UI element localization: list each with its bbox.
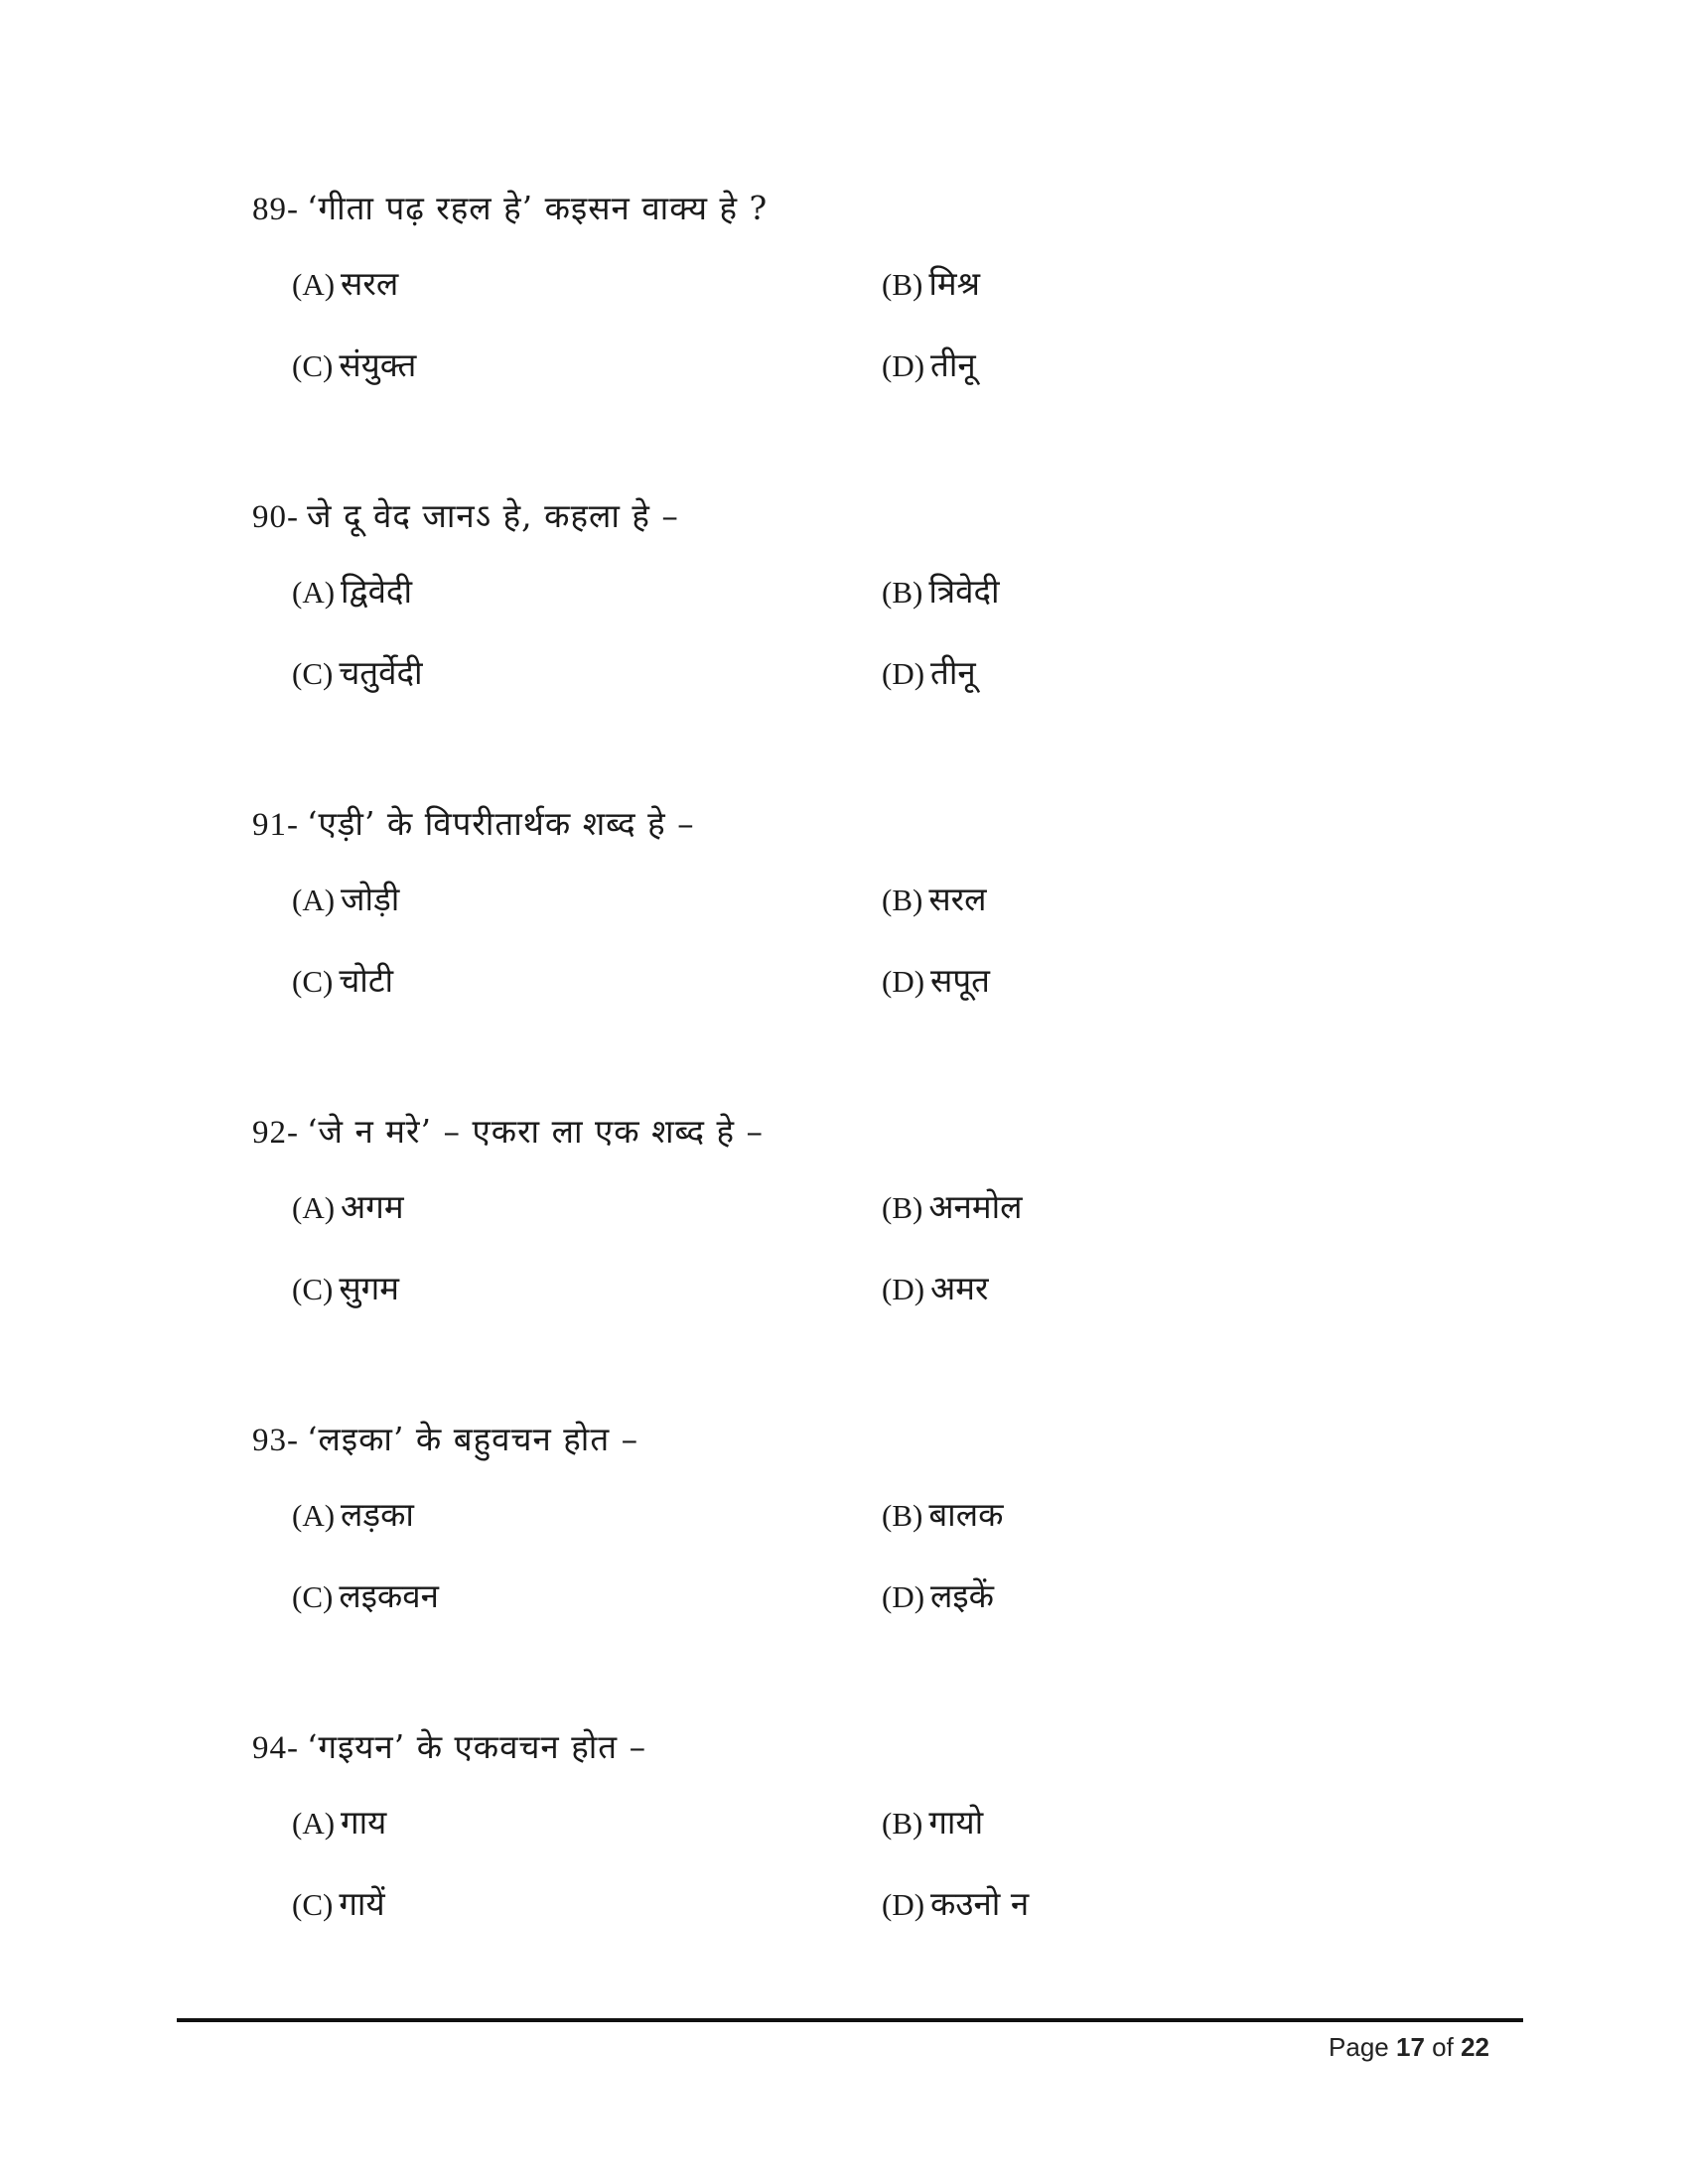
option-text: अनमोल xyxy=(928,1187,1023,1226)
question-stem xyxy=(252,1102,1543,1161)
option-text: सरल xyxy=(341,264,399,303)
option-b[interactable] xyxy=(882,872,987,927)
question-number: 93- xyxy=(252,1423,299,1458)
option-text: गायो xyxy=(928,1803,984,1842)
question-89 xyxy=(252,179,1543,407)
question-91 xyxy=(252,794,1543,1023)
question-number: 91- xyxy=(252,807,299,843)
options-group xyxy=(252,1161,1543,1330)
options-group xyxy=(252,546,1543,715)
question-stem xyxy=(252,1717,1543,1777)
option-text: सरल xyxy=(928,880,987,918)
option-text: लइकें xyxy=(930,1576,994,1615)
option-c[interactable] xyxy=(292,645,423,701)
question-text: ‘गीता पढ़ रहल हे’ कइसन वाक्य हे ? xyxy=(307,189,769,227)
option-a[interactable] xyxy=(292,1179,404,1235)
question-92 xyxy=(252,1102,1543,1330)
option-d[interactable] xyxy=(882,645,976,701)
option-b[interactable] xyxy=(882,256,980,312)
option-label: (B) xyxy=(882,267,923,302)
question-stem xyxy=(252,486,1543,546)
footer-divider xyxy=(177,2018,1523,2022)
question-number: 92- xyxy=(252,1115,299,1151)
option-label: (C) xyxy=(292,964,334,999)
option-a[interactable] xyxy=(292,872,399,927)
option-label: (C) xyxy=(292,348,334,383)
question-text: ‘एड़ी’ के विपरीतार्थक शब्द हे – xyxy=(307,804,695,843)
option-d[interactable] xyxy=(882,953,990,1009)
option-d[interactable] xyxy=(882,1261,989,1316)
question-number: 94- xyxy=(252,1730,299,1766)
option-a[interactable] xyxy=(292,564,412,619)
page-word: Page xyxy=(1329,2032,1389,2062)
option-text: त्रिवेदी xyxy=(928,572,1000,611)
question-number: 90- xyxy=(252,499,299,535)
current-page-number: 17 xyxy=(1396,2032,1425,2062)
question-stem xyxy=(252,1410,1543,1469)
option-label: (D) xyxy=(882,656,925,691)
option-text: मिश्र xyxy=(928,264,980,303)
of-word: of xyxy=(1432,2032,1454,2062)
option-text: सुगम xyxy=(339,1269,399,1307)
option-b[interactable] xyxy=(882,1179,1023,1235)
option-text: द्विवेदी xyxy=(341,572,412,611)
question-93 xyxy=(252,1410,1543,1638)
option-c[interactable] xyxy=(292,1876,385,1932)
option-text: अगम xyxy=(341,1187,404,1226)
option-label: (D) xyxy=(882,348,925,383)
option-text: बालक xyxy=(928,1495,1004,1534)
option-label: (A) xyxy=(292,267,336,302)
option-text: सपूत xyxy=(930,961,990,1000)
option-label: (A) xyxy=(292,1498,336,1533)
option-text: चतुर्वेदी xyxy=(339,653,423,692)
option-text: संयुक्त xyxy=(339,345,417,384)
option-c[interactable] xyxy=(292,953,393,1009)
option-label: (C) xyxy=(292,1887,334,1922)
options-group xyxy=(252,238,1543,407)
option-d[interactable] xyxy=(882,1876,1029,1932)
option-label: (A) xyxy=(292,1806,336,1841)
option-label: (D) xyxy=(882,1272,925,1306)
option-label: (A) xyxy=(292,1190,336,1225)
option-d[interactable] xyxy=(882,338,976,393)
options-group xyxy=(252,1469,1543,1638)
question-text: जे दू वेद जानऽ हे, कहला हे – xyxy=(307,496,679,535)
option-text: तीनू xyxy=(930,653,976,692)
question-94 xyxy=(252,1717,1543,1946)
option-label: (A) xyxy=(292,883,336,917)
option-label: (A) xyxy=(292,575,336,610)
question-text: ‘लइका’ के बहुवचन होत – xyxy=(307,1420,639,1458)
option-label: (D) xyxy=(882,964,925,999)
option-text: तीनू xyxy=(930,345,976,384)
question-stem xyxy=(252,179,1543,238)
question-text: ‘गइयन’ के एकवचन होत – xyxy=(307,1727,647,1766)
option-b[interactable] xyxy=(882,1487,1003,1543)
option-c[interactable] xyxy=(292,338,416,393)
options-group xyxy=(252,854,1543,1023)
option-text: जोड़ी xyxy=(341,880,400,918)
option-b[interactable] xyxy=(882,564,1000,619)
question-text: ‘जे न मरे’ – एकरा ला एक शब्द हे – xyxy=(307,1112,765,1151)
options-group xyxy=(252,1777,1543,1946)
option-label: (B) xyxy=(882,1190,923,1225)
question-90 xyxy=(252,486,1543,715)
option-a[interactable] xyxy=(292,1795,386,1850)
option-a[interactable] xyxy=(292,256,398,312)
page-number-footer xyxy=(1329,2027,1489,2067)
question-number: 89- xyxy=(252,192,299,227)
option-label: (C) xyxy=(292,1272,334,1306)
total-page-count: 22 xyxy=(1461,2032,1489,2062)
option-label: (B) xyxy=(882,1806,923,1841)
option-text: चोटी xyxy=(339,961,394,1000)
option-b[interactable] xyxy=(882,1795,983,1850)
option-label: (C) xyxy=(292,656,334,691)
option-a[interactable] xyxy=(292,1487,414,1543)
option-text: अमर xyxy=(930,1269,989,1307)
option-text: कउनो न xyxy=(930,1884,1030,1923)
option-text: लड़का xyxy=(341,1495,414,1534)
option-d[interactable] xyxy=(882,1569,994,1624)
option-label: (B) xyxy=(882,1498,923,1533)
option-c[interactable] xyxy=(292,1261,399,1316)
option-text: गाय xyxy=(341,1803,387,1842)
option-text: गायें xyxy=(339,1884,385,1923)
option-label: (B) xyxy=(882,883,923,917)
option-text: लइकवन xyxy=(339,1576,439,1615)
option-label: (D) xyxy=(882,1887,925,1922)
question-stem xyxy=(252,794,1543,854)
option-label: (D) xyxy=(882,1579,925,1614)
option-label: (B) xyxy=(882,575,923,610)
option-label: (C) xyxy=(292,1579,334,1614)
option-c[interactable] xyxy=(292,1569,439,1624)
